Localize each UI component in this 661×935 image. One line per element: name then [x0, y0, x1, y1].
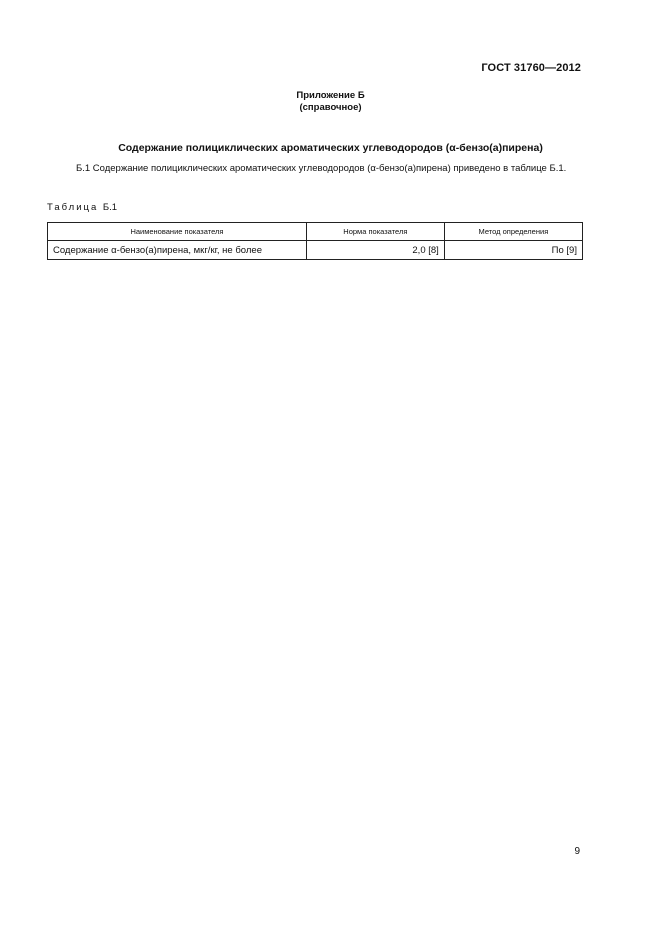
column-header-indicator-name: Наименование показателя: [48, 223, 307, 241]
column-header-method: Метод определения: [444, 223, 582, 241]
standard-code: ГОСТ 31760—2012: [481, 62, 581, 74]
table-caption-number: Б.1: [102, 202, 118, 213]
section-heading: Содержание полициклических ароматических углеводородов (α-бензо(а)пирена): [118, 142, 543, 154]
table-cell-norm: 2,0 [8]: [306, 241, 444, 260]
column-header-norm: Норма показателя: [306, 223, 444, 241]
table-cell-method: По [9]: [444, 241, 582, 260]
table-caption: [47, 202, 117, 213]
body-paragraph: Б.1 Содержание полициклических ароматических углеводородов (α-бензо(а)пирена) приведено в таблице Б.1.: [76, 163, 567, 174]
indicator-table: [47, 222, 583, 260]
page-number: 9: [574, 846, 580, 857]
annex-title: Приложение Б: [296, 90, 365, 101]
table-header-row: [48, 223, 583, 241]
table-caption-word: Таблица: [47, 202, 99, 213]
table-cell-indicator-name: Содержание α-бензо(а)пирена, мкг/кг, не более: [48, 241, 307, 260]
annex-title-block: [0, 90, 661, 114]
annex-status: (справочное): [299, 102, 362, 113]
table-row: [48, 241, 583, 260]
